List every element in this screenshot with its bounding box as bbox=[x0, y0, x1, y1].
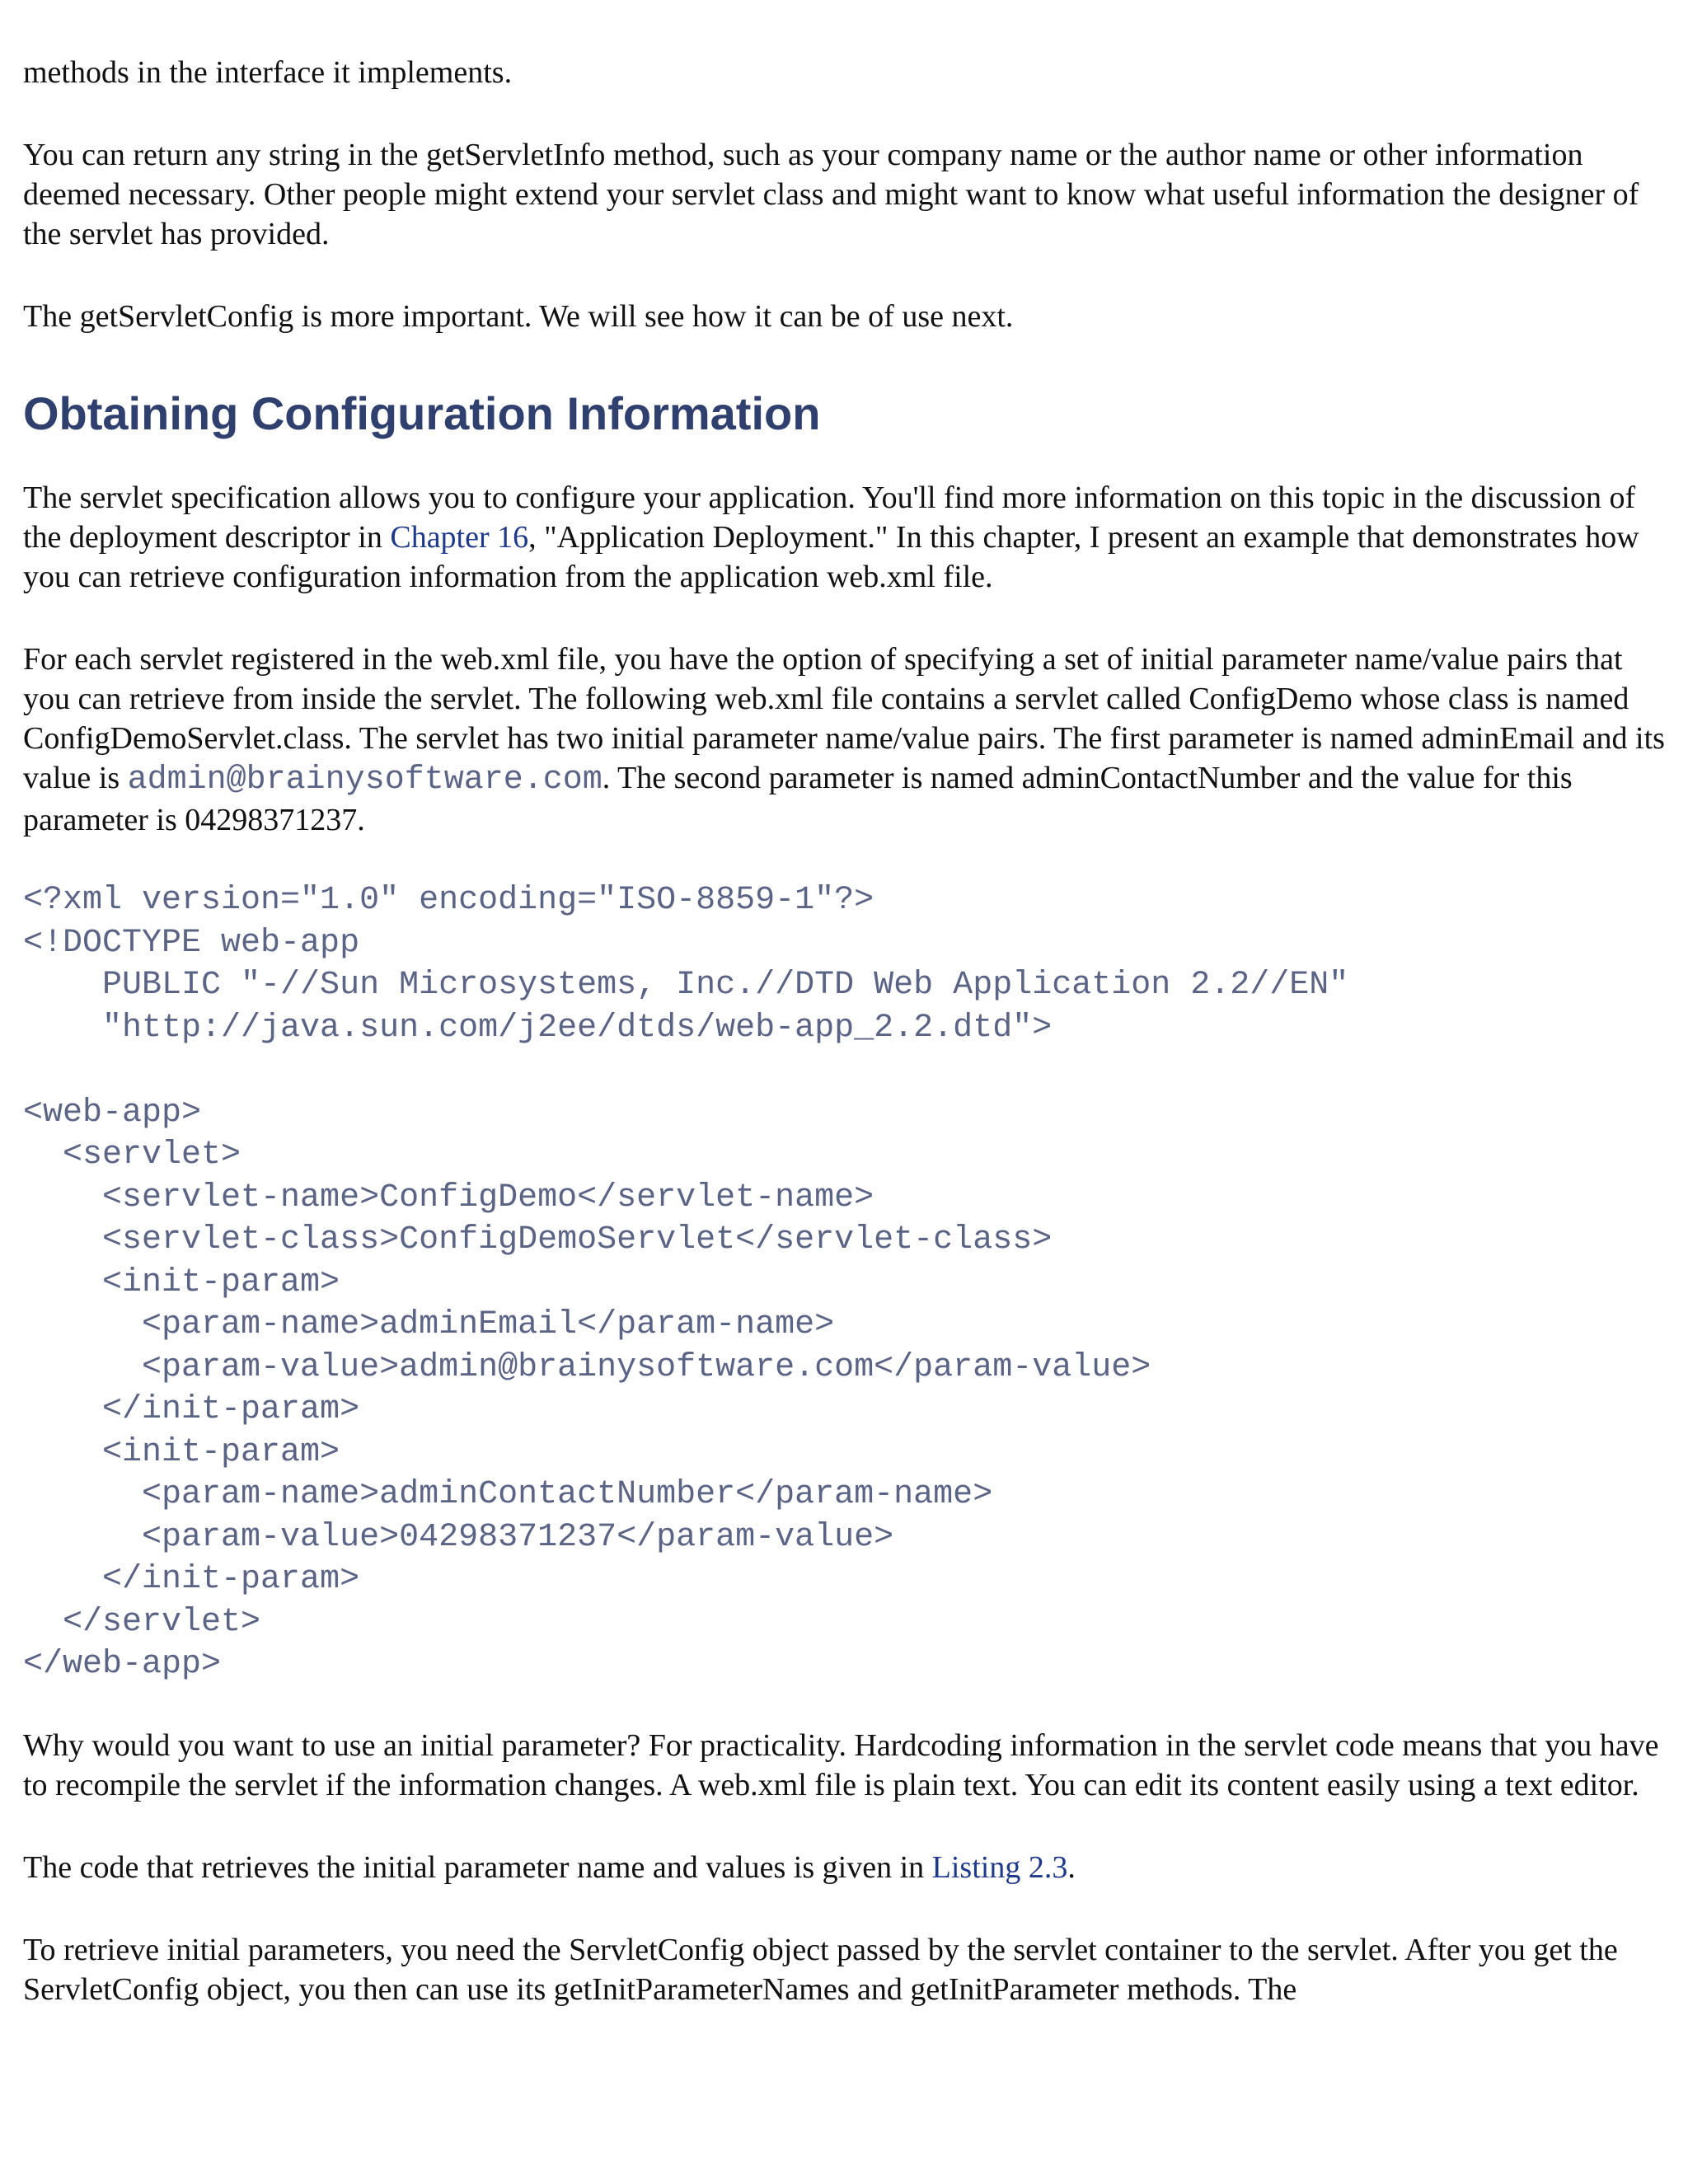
chapter-16-link[interactable]: Chapter 16 bbox=[390, 520, 529, 555]
paragraph-text-after-link: , "Application Deployment." In this chapter, I present an example that demonstrates how you can retrieve configuration information from the application web.xml file. bbox=[23, 520, 1639, 594]
code-line: <web-app> bbox=[23, 1094, 202, 1132]
code-line: </servlet> bbox=[23, 1603, 261, 1641]
document-page bbox=[23, 53, 1667, 2009]
paragraph-methods-interface: methods in the interface it implements. bbox=[23, 55, 513, 90]
paragraph-initial-parameters bbox=[23, 640, 1667, 840]
code-line bbox=[23, 1049, 1667, 1092]
code-line: </init-param> bbox=[23, 1391, 360, 1428]
section-heading: Obtaining Configuration Information bbox=[23, 387, 821, 439]
paragraph-text-before-link: The code that retrieves the initial parameter name and values is given in bbox=[23, 1849, 932, 1885]
paragraph-text-before-code: For each servlet registered in the web.xml file, you have the option of specifying a set of initial parameter name/value pairs that you can retrieve from inside the servlet. The following web.xml file contains a servlet called ConfigDemo whose class is named ConfigDemoServlet.class. The servlet has two initial parameter name/value pairs. The first parameter is named adminEmail and its value is bbox=[23, 642, 1665, 795]
paragraph-getservletinfo: You can return any string in the getServletInfo method, such as your company name or the author name or other information deemed necessary. Other people might extend your servlet class and might want to know what useful information the designer of the servlet has provided. bbox=[23, 138, 1639, 251]
paragraph-listing-reference bbox=[23, 1848, 1667, 1887]
code-line: <servlet-class>ConfigDemoServlet</servlet-class> bbox=[23, 1221, 1053, 1258]
paragraph-why-initial-parameter: Why would you want to use an initial parameter? For practicality. Hardcoding information in the servlet code means that you have to recompile the servlet if the information changes. A web.xml file is plain text. You can edit its content easily using a text editor. bbox=[23, 1727, 1659, 1802]
paragraph-servlet-specification bbox=[23, 478, 1667, 597]
paragraph-retrieve-parameters: To retrieve initial parameters, you need the ServletConfig object passed by the servlet container to the servlet. After you get the ServletConfig object, you then can use its getInitParameterNames and getInitParameter methods. The bbox=[23, 1932, 1618, 2007]
code-line: <param-name>adminContactNumber</param-name> bbox=[23, 1476, 993, 1513]
code-line: <param-value>admin@brainysoftware.com</param-value> bbox=[23, 1348, 1151, 1386]
code-line: <?xml version="1.0" encoding="ISO-8859-1"?> bbox=[23, 882, 874, 919]
code-listing-web-xml bbox=[23, 879, 1667, 1686]
code-line: <servlet> bbox=[23, 1137, 241, 1174]
code-line: <param-name>adminEmail</param-name> bbox=[23, 1306, 835, 1343]
code-line: <!DOCTYPE web-app bbox=[23, 924, 360, 962]
code-line: <param-value>04298371237</param-value> bbox=[23, 1518, 894, 1556]
code-line: </web-app> bbox=[23, 1646, 222, 1683]
paragraph-text-before-link: The servlet specification allows you to configure your application. You'll find more information on this topic in the discussion of the deployment descriptor in bbox=[23, 480, 1636, 555]
code-line: <init-param> bbox=[23, 1433, 340, 1471]
paragraph-text-after-link: . bbox=[1067, 1849, 1076, 1885]
inline-code-admin-email: admin@brainysoftware.com bbox=[127, 762, 603, 799]
code-line: <servlet-name>ConfigDemo</servlet-name> bbox=[23, 1179, 874, 1216]
code-line: </init-param> bbox=[23, 1561, 360, 1598]
paragraph-getservletconfig: The getServletConfig is more important. We will see how it can be of use next. bbox=[23, 299, 1014, 334]
paragraph-text-after-code: . The second parameter is named adminContactNumber and the value for this parameter is 04298371237. bbox=[23, 761, 1573, 837]
listing-2-3-link[interactable]: Listing 2.3 bbox=[931, 1849, 1068, 1885]
code-line: <init-param> bbox=[23, 1263, 340, 1301]
code-line: PUBLIC "-//Sun Microsystems, Inc.//DTD Web Application 2.2//EN" bbox=[23, 967, 1349, 1004]
code-line: "http://java.sun.com/j2ee/dtds/web-app_2.2.dtd"> bbox=[23, 1009, 1053, 1047]
